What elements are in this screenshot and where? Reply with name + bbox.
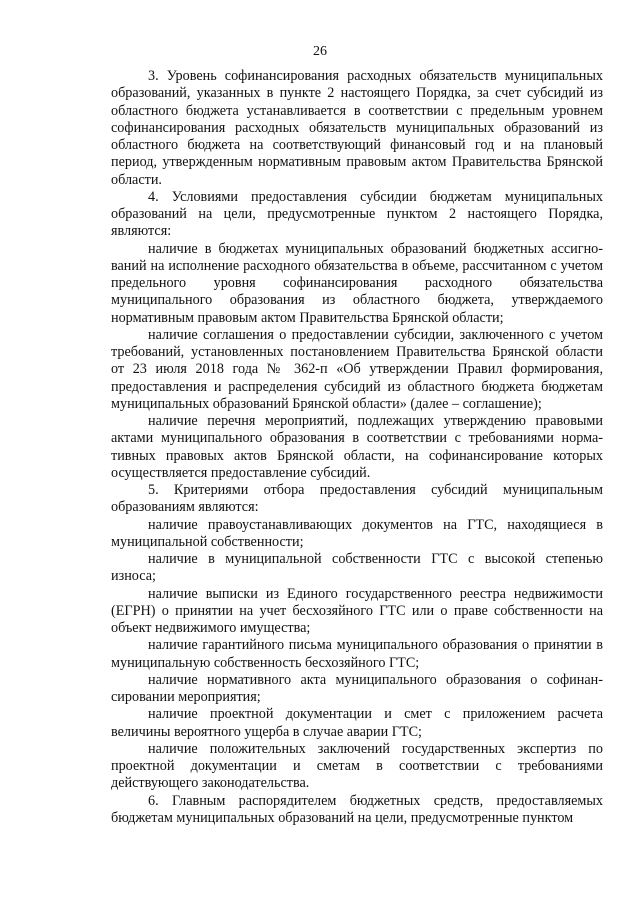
condition-budget-allocations: наличие в бюджетах муниципальных образований бюджетных ассигнований на исполнение расходного обязательства в объеме, рассчитанном с учетом предельного уровня софинансирования расходного обязательства муниципального образования из областного бюджета, утверждаемого нормативным правовым актом Правительства Брянской области; xyxy=(111,240,603,326)
paragraph-3-cofinancing-level: 3. Уровень софинансирования расходных обязательств муниципальных образований, указанных в пункте 2 настоящего Порядка, за счет субсидий из областного бюджета устанавливается в соответствии с предельным уровнем софинансирования расходных обязательств муниципальных образований из областного бюджета на соответствующий финансовый год и на плановый период, утвержденным нормативным правовым актом Правительства Брянской области. xyxy=(111,68,603,188)
criterion-project-documentation: наличие проектной документации и смет с приложением расчета величины вероятного ущерба в случае аварии ГТС; xyxy=(111,706,603,740)
criterion-high-wear: наличие в муниципальной собственности ГТС с высокой степенью износа; xyxy=(111,551,603,585)
paragraph-5-criteria-heading: 5. Критериями отбора предоставления субсидий муниципальным образованиям являются: xyxy=(111,482,603,516)
condition-activities-list: наличие перечня мероприятий, подлежащих утверждению правовыми актами муниципального образования в соответствии с требованиями нормативных правовых актов Брянской области, на софинансирование которых осуществляется предоставление субсидий. xyxy=(111,413,603,481)
criterion-egrn-extract: наличие выписки из Единого государственного реестра недвижимости (ЕГРН) о принятии на учет бесхозяйного ГТС или о праве собственности на объект недвижимого имущества; xyxy=(111,585,603,636)
criterion-normative-act: наличие нормативного акта муниципального образования о софинансировании мероприятия; xyxy=(111,671,603,705)
criterion-expert-conclusions: наличие положительных заключений государственных экспертиз по проектной документации и сметам в соответствии с требованиями действующего законодательства. xyxy=(111,740,603,792)
condition-subsidy-agreement: наличие соглашения о предоставлении субсидии, заключенного с учетом требований, установленных постановлением Правительства Брянской области от 23 июля 2018 года № 362-п «Об утверждении Правил формирования, предоставления и распределения субсидий из областного бюджета бюджетам муниципальных образований Брянской области» (далее – соглашение); xyxy=(111,326,603,412)
criterion-guarantee-letter: наличие гарантийного письма муниципального образования о принятии в муниципальную собственность бесхозяйного ГТС; xyxy=(111,637,603,671)
document-body xyxy=(111,68,603,827)
page-number: 26 xyxy=(313,44,327,59)
criterion-title-documents: наличие правоустанавливающих документов на ГТС, находящиеся в муниципальной собственности; xyxy=(111,516,603,550)
paragraph-6-chief-administrator: 6. Главным распорядителем бюджетных средств, предоставляемых бюджетам муниципальных образований на цели, предусмотренные пунктом xyxy=(111,792,603,826)
paragraph-4-conditions-heading: 4. Условиями предоставления субсидии бюджетам муниципальных образований на цели, предусмотренные пунктом 2 настоящего Порядка, являются: xyxy=(111,188,603,240)
